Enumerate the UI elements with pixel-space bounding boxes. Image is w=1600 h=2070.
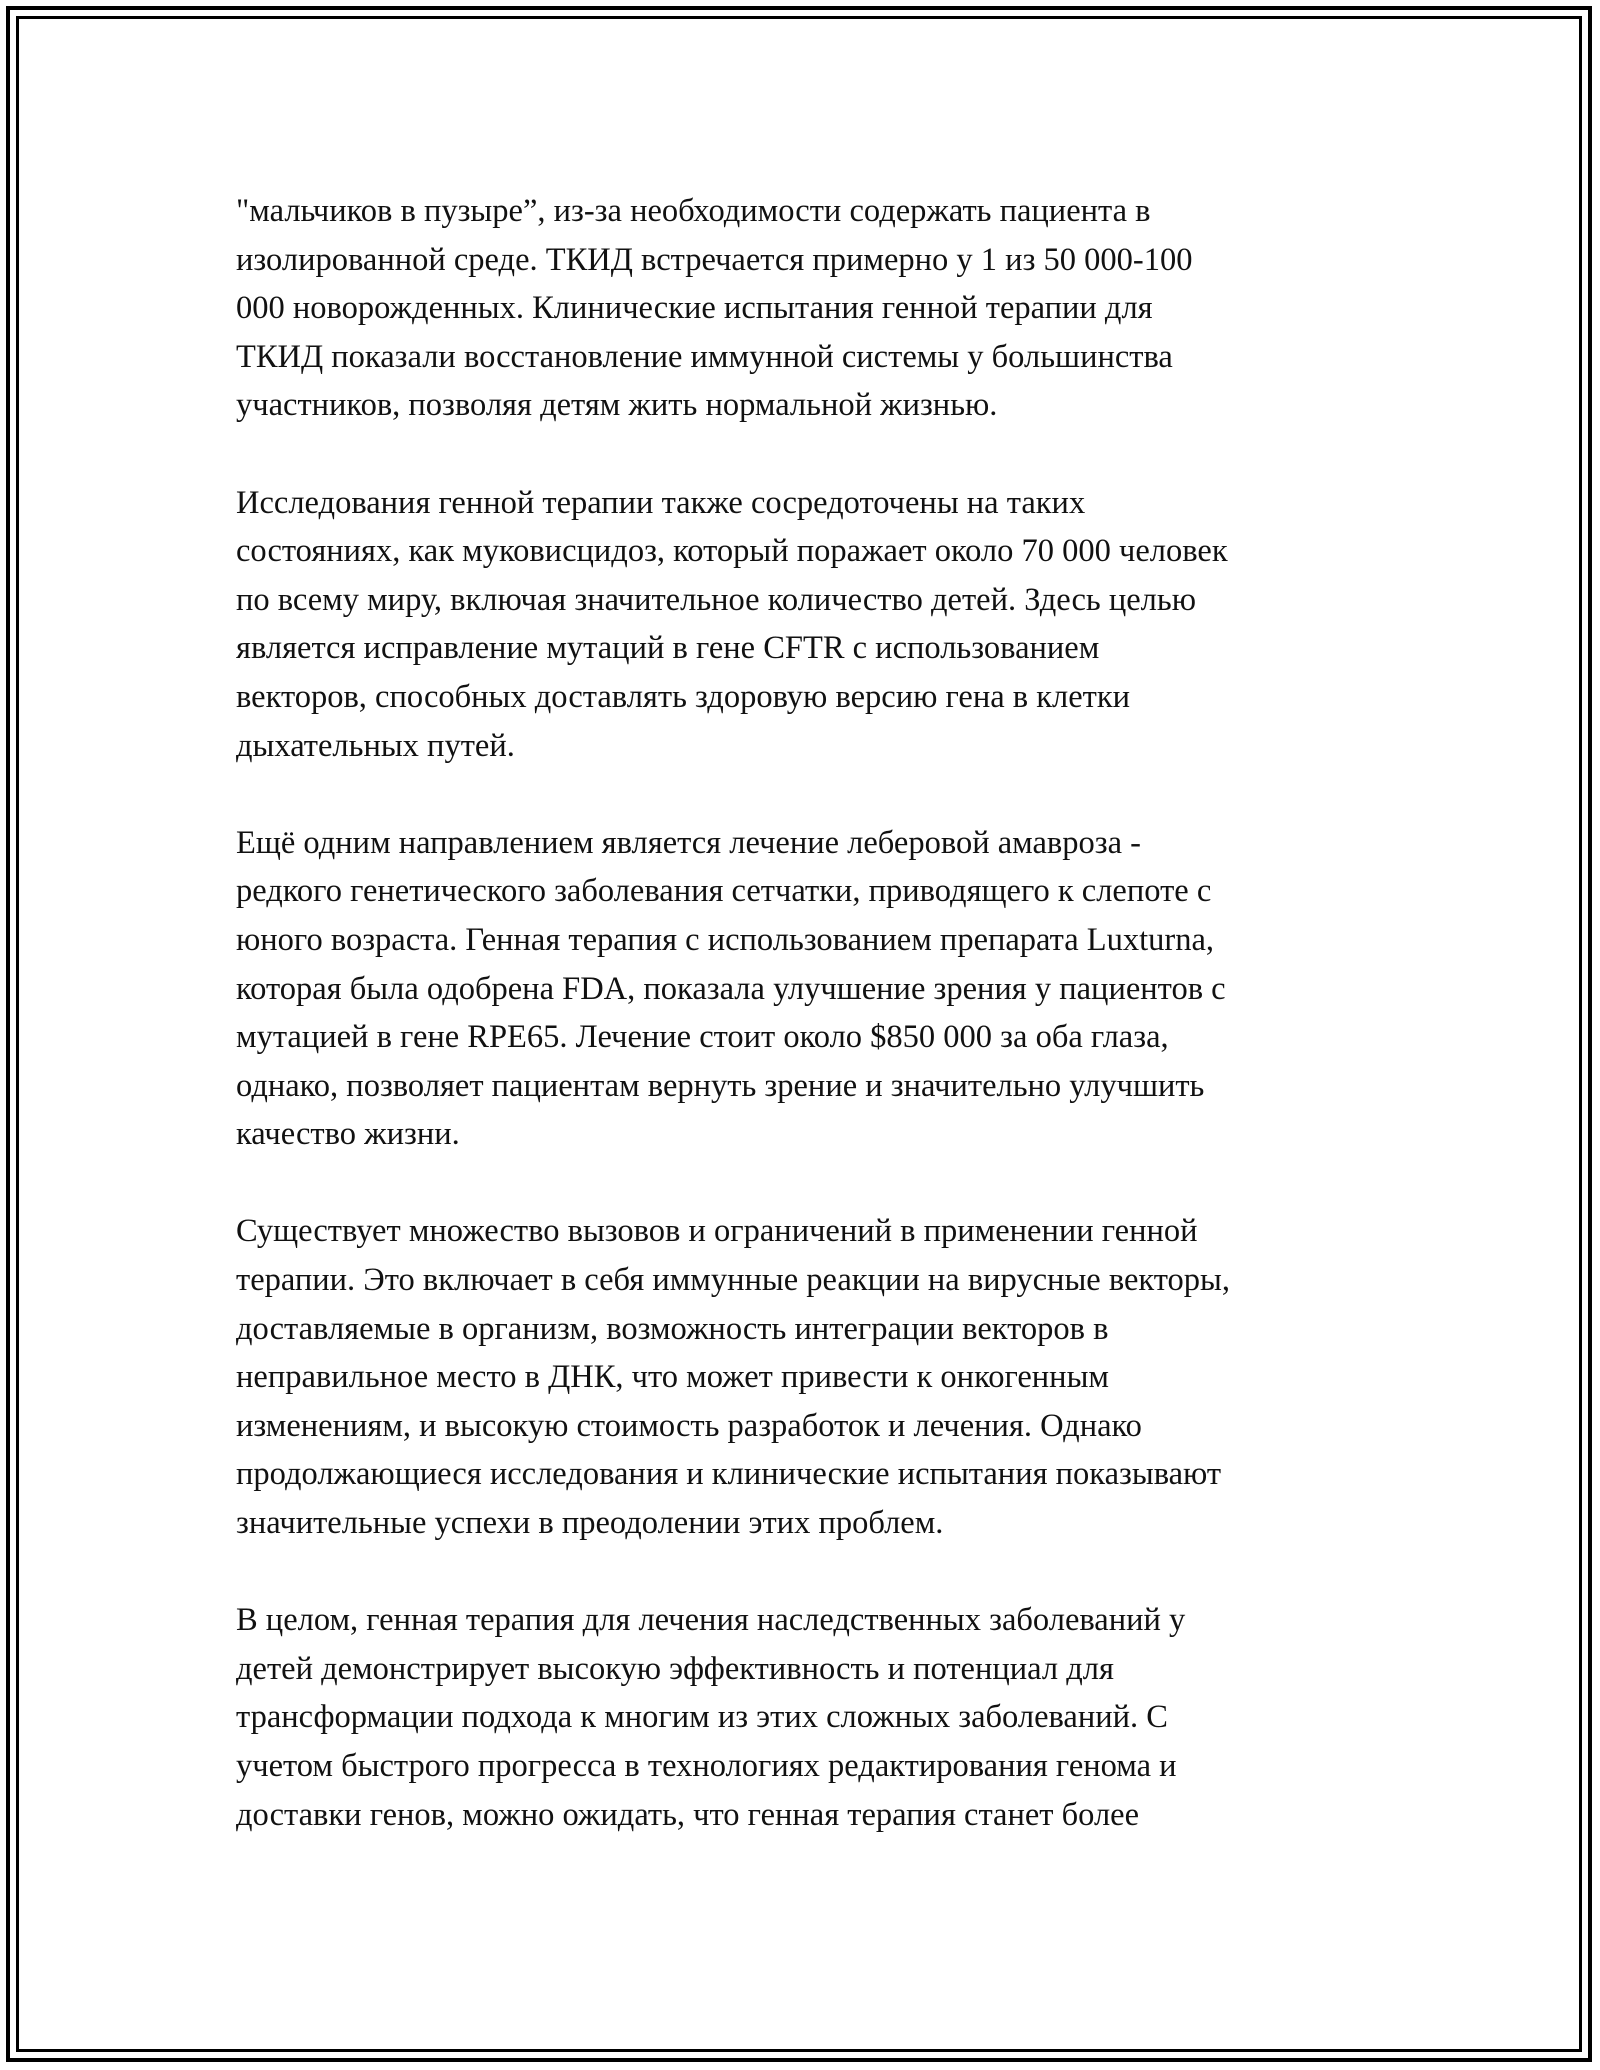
text-line: 000 новорожденных. Клинические испытания генной терапии для — [236, 290, 1153, 327]
text-line: дыхательных путей. — [236, 727, 515, 764]
text-line: Исследования генной терапии также сосредоточены на таких — [236, 484, 1086, 521]
text-line: мутацией в гене RPE65. Лечение стоит около $850 000 за оба глаза, — [236, 1019, 1169, 1056]
text-line: является исправление мутаций в гене CFTR с использованием — [236, 630, 1100, 667]
text-line: векторов, способных доставлять здоровую версию гена в клетки — [236, 678, 1131, 715]
text-line: значительные успехи в преодолении этих проблем. — [236, 1505, 944, 1542]
text-line: детей демонстрирует высокую эффективность и потенциал для — [236, 1650, 1114, 1687]
paragraph-2 — [236, 479, 1386, 771]
paragraph-5 — [236, 1596, 1386, 1839]
text-line: терапии. Это включает в себя иммунные реакции на вирусные векторы, — [236, 1262, 1231, 1299]
paragraph-1 — [236, 187, 1386, 430]
text-line: ТКИД показали восстановление иммунной системы у большинства — [236, 338, 1173, 375]
text-line: неправильное место в ДНК, что может привести к онкогенным — [236, 1359, 1109, 1396]
paragraph-4 — [236, 1207, 1386, 1547]
paragraph-3 — [236, 819, 1386, 1159]
text-line: продолжающиеся исследования и клинические испытания показывают — [236, 1456, 1222, 1493]
text-line: "мальчиков в пузыре”, из-за необходимости содержать пациента в — [236, 193, 1151, 229]
text-line: трансформации подхода к многим из этих сложных заболеваний. С — [236, 1699, 1168, 1736]
text-line: однако, позволяет пациентам вернуть зрение и значительно улучшить — [236, 1067, 1205, 1104]
text-line: Ещё одним направлением является лечение леберовой амавроза - — [236, 824, 1141, 861]
text-line: изменениям, и высокую стоимость разработок и лечения. Однако — [236, 1407, 1142, 1444]
text-line: редкого генетического заболевания сетчатки, приводящего к слепоте с — [236, 873, 1212, 910]
text-line: доставки генов, можно ожидать, что генная терапия станет более — [236, 1796, 1140, 1833]
document-body — [236, 187, 1386, 1888]
text-line: качество жизни. — [236, 1116, 460, 1153]
text-line: изолированной среде. ТКИД встречается примерно у 1 из 50 000-100 — [236, 241, 1193, 278]
text-line: В целом, генная терапия для лечения наследственных заболеваний у — [236, 1602, 1186, 1639]
text-line: юного возраста. Генная терапия с использованием препарата Luxturna, — [236, 921, 1215, 958]
text-line: учетом быстрого прогресса в технологиях редактирования генома и — [236, 1748, 1177, 1784]
text-line: состояниях, как муковисцидоз, который поражает около 70 000 человек — [236, 533, 1228, 570]
text-line: которая была одобрена FDA, показала улучшение зрения у пациентов с — [236, 970, 1226, 1007]
text-line: участников, позволяя детям жить нормальной жизнью. — [236, 387, 998, 424]
text-line: доставляемые в организм, возможность интеграции векторов в — [236, 1310, 1109, 1347]
text-line: Существует множество вызовов и ограничений в применении генной — [236, 1213, 1198, 1250]
text-line: по всему миру, включая значительное количество детей. Здесь целью — [236, 581, 1196, 618]
